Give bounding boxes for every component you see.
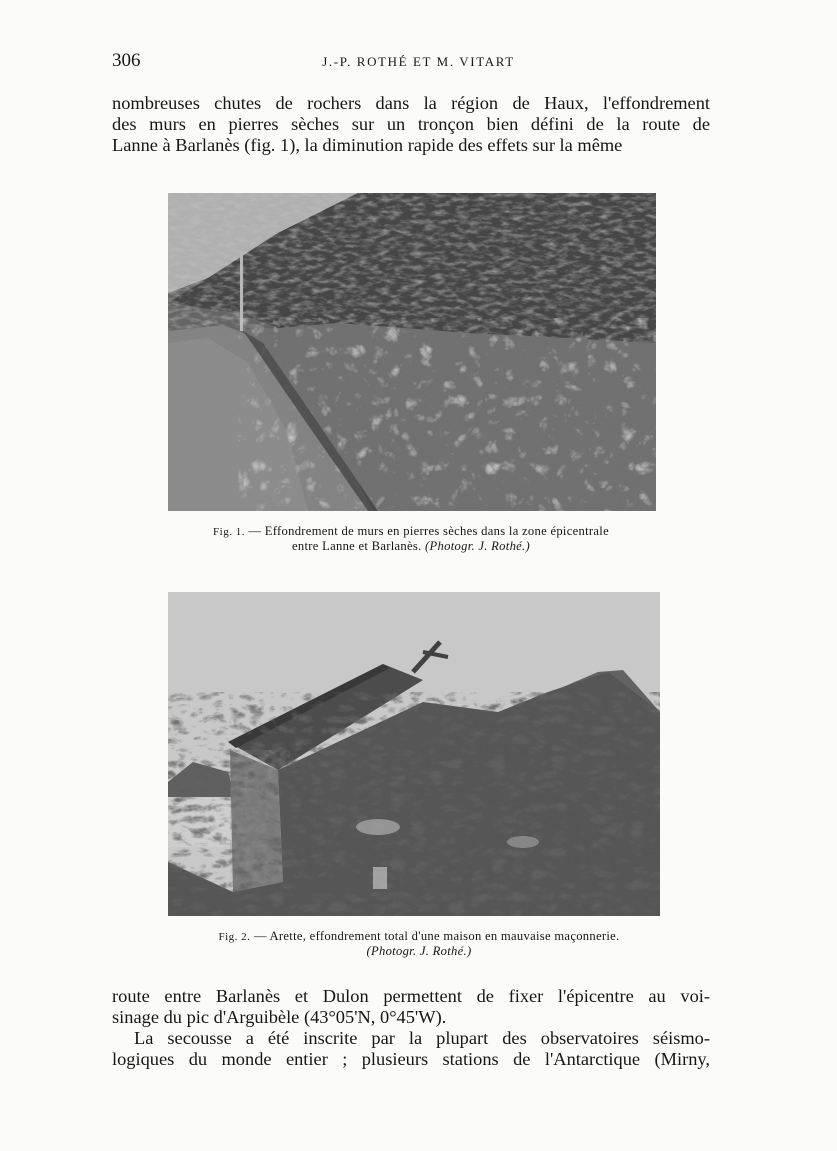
text-line: nombreuses chutes de rochers dans la région de Haux, l'effondrement [112, 93, 710, 113]
paragraph-bottom [112, 986, 710, 1028]
caption-text: Arette, effondrement total d'une maison en mauvaise maçonnerie. [269, 929, 620, 943]
figure-2-caption [120, 929, 718, 958]
photo-credit: (Photogr. J. Rothé.) [425, 539, 530, 553]
photo-credit: (Photogr. J. Rothé.) [366, 944, 472, 958]
figure-1-caption [112, 524, 710, 553]
text-line: des murs en pierres sèches sur un tronçon bien défini de la route de [112, 114, 710, 134]
caption-text: entre Lanne et Barlanès. [291, 539, 422, 553]
caption-dash: — [248, 524, 262, 538]
figure-2-photo [168, 592, 660, 916]
text-line: logiques du monde entier ; plusieurs stations de l'Antarctique (Mirny, [112, 1049, 710, 1069]
paragraph-top [112, 93, 710, 156]
page-number: 306 [112, 50, 141, 71]
caption-dash: — [253, 929, 267, 943]
text-line: sinage du pic d'Arguibèle (43°05'N, 0°45'W). [112, 1007, 447, 1027]
figure-1-photo [168, 193, 656, 511]
caption-text: Effondrement de murs en pierres sèches dans la zone épicentrale [264, 524, 609, 538]
figure-label: Fig. 1. [213, 526, 245, 538]
running-head: J.-P. ROTHÉ ET M. VITART [322, 54, 515, 69]
figure-label: Fig. 2. [218, 931, 251, 943]
paragraph-next [112, 1028, 710, 1070]
text-line: route entre Barlanès et Dulon permettent de fixer l'épicentre au voi- [112, 986, 710, 1006]
text-line: La secousse a été inscrite par la plupart des observatoires séismo- [134, 1028, 710, 1048]
text-line: Lanne à Barlanès (fig. 1), la diminution rapide des effets sur la même [112, 135, 623, 155]
